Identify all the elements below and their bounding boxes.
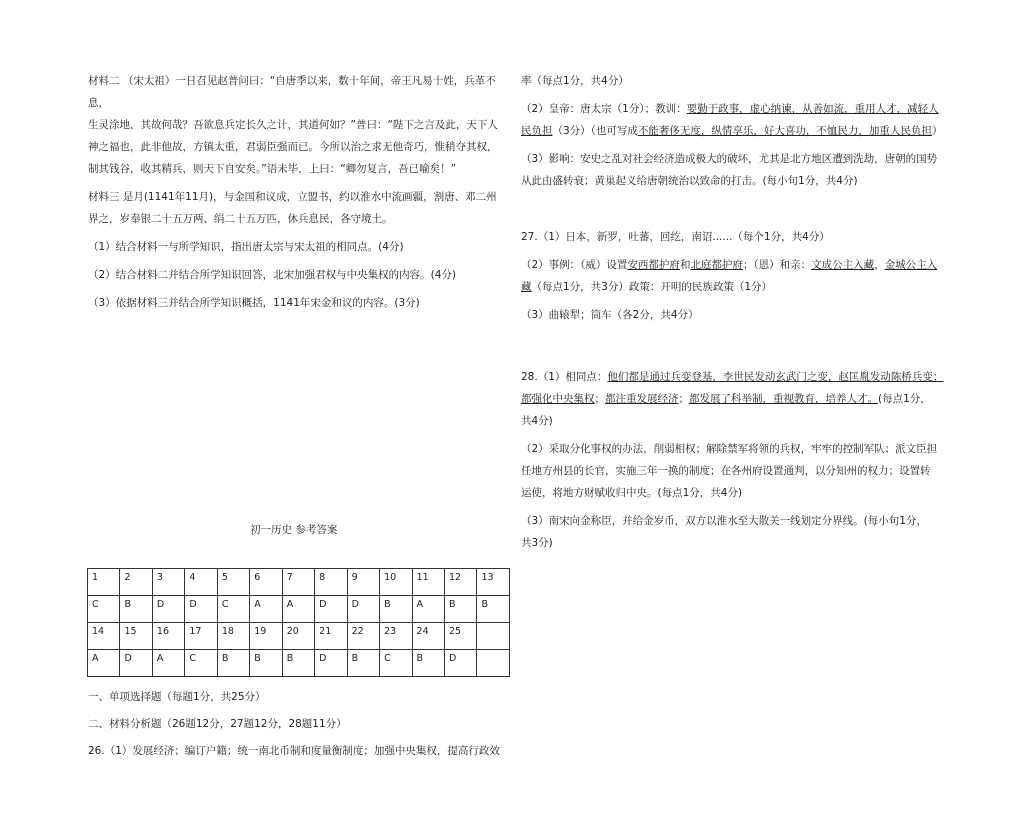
table-cell: D — [347, 596, 379, 623]
text-segment: ， — [874, 259, 885, 271]
table-cell: D — [152, 596, 184, 623]
table-cell: 10 — [380, 569, 412, 596]
answer-27-3: （3）曲辕犁；筒车（各2分，共4分） — [521, 309, 699, 321]
underlined-text: 安西都护府 — [627, 259, 680, 271]
table-cell: 3 — [152, 569, 184, 596]
question-1: （1）结合材料一与所学知识，指出唐太宗与宋太祖的相同点。(4分) — [88, 241, 404, 253]
text-segment: 28.（1）相同点： — [521, 371, 608, 383]
bottom-section — [88, 684, 508, 765]
text-segment: ；（恩）和亲： — [742, 259, 812, 271]
answer-26-3: （3）影响：安史之乱对社会经济造成极大的破坏，尤其是北方地区遭到洗劫，唐朝的国势 — [521, 153, 938, 165]
material-3-line: 材料三 是月(1141年11月)，与金国和议成，立盟书，约以淮水中流画疆，割唐、邓二州 — [88, 191, 497, 203]
text-segment: 和 — [679, 259, 691, 271]
text-segment: （2）事例：（威）设置 — [521, 259, 628, 271]
text-segment: 共4分) — [521, 415, 553, 427]
table-cell: 7 — [282, 569, 314, 596]
answer-28-2-cont: 任地方州县的长官，实施三年一换的制度；在各州府设置通判，以分知州的权力；设置转 — [521, 465, 931, 477]
table-cell: D — [120, 650, 152, 677]
underlined-text: 金城公主入 — [884, 259, 938, 271]
table-row — [88, 569, 510, 596]
table-cell: 19 — [250, 623, 282, 650]
table-cell: B — [477, 596, 510, 623]
table-cell: 2 — [120, 569, 152, 596]
underlined-text: 要勤于政事，虚心纳谏，从善如流，重用人才，减轻人 — [686, 103, 939, 115]
table-cell: C — [88, 596, 120, 623]
text-segment: (每点1分， — [878, 393, 931, 405]
underlined-text: 他们都是通过兵变登基，李世民发动玄武门之变，赵匡胤发动陈桥兵变； — [607, 371, 944, 383]
table-cell: 12 — [444, 569, 476, 596]
table-cell: D — [185, 596, 217, 623]
answer-28-3-cont: 共3分) — [521, 537, 553, 549]
table-cell: A — [250, 596, 282, 623]
table-cell: C — [380, 650, 412, 677]
table-cell: 15 — [120, 623, 152, 650]
table-cell: 4 — [185, 569, 217, 596]
underlined-text: 都强化中央集权 — [521, 393, 595, 405]
table-cell: 18 — [217, 623, 249, 650]
material-2-line: 神之福也，此非他故，方镇太重，君弱臣强而已。今所以治之求无他奇巧，惟稍夺其权， — [88, 141, 498, 153]
table-cell: B — [347, 650, 379, 677]
table-cell: B — [217, 650, 249, 677]
table-cell: B — [250, 650, 282, 677]
answer-table — [87, 568, 510, 677]
table-cell: 8 — [315, 569, 347, 596]
answer-26-1-cont: 率（每点1分，共4分） — [521, 75, 629, 87]
text-segment: ； — [594, 393, 605, 405]
material-2-line: 生灵涂地，其故何哉？吾欲息兵定长久之计，其道何如？”普曰：“陛下之言及此，天下人 — [88, 119, 498, 131]
material-2-line: 制其钱谷，收其精兵，则天下自安矣。”语未毕，上曰：“卿勿复言，吾已喻矣！” — [88, 163, 457, 175]
table-cell: B — [120, 596, 152, 623]
material-3-line: 界之，岁奉银二十五万两、绢二十五万匹，休兵息民，各守境土。 — [88, 213, 393, 225]
section-2-heading: 二、材料分析题（26题12分，27题12分，28题11分） — [88, 718, 347, 730]
answer-26-3-cont: 从此由盛转衰；黄巢起义给唐朝统治以致命的打击。(每小句1分，共4分) — [521, 175, 858, 187]
table-cell: D — [315, 596, 347, 623]
underlined-text: 北庭都护府 — [690, 259, 743, 271]
table-cell: B — [380, 596, 412, 623]
answer-26-2 — [521, 98, 945, 142]
table-cell: 14 — [88, 623, 120, 650]
underlined-text: 都发展了科举制，重视教育，培养人才。 — [689, 393, 878, 405]
answer-27-2 — [521, 254, 945, 298]
answer-27-1: 27.（1）日本，新罗，吐蕃，回纥，南诏......（每个1分，共4分） — [521, 231, 830, 243]
underlined-text: 不能奢侈无度，纵情享乐，好大喜功，不恤民力，加重人民负担 — [637, 125, 932, 137]
table-cell: 21 — [315, 623, 347, 650]
answer-28-1 — [521, 366, 945, 432]
underlined-text: 都注重发展经济 — [605, 393, 679, 405]
table-cell: 6 — [250, 569, 282, 596]
underlined-text: 民负担 — [521, 125, 553, 137]
text-segment: （3分）（也可写成 — [552, 125, 638, 137]
answer-26-1: 26.（1）发展经济；编订户籍；统一南北币制和度量衡制度；加强中央集权，提高行政效 — [88, 745, 500, 757]
underlined-text: 文成公主入藏 — [811, 259, 875, 271]
table-cell: 17 — [185, 623, 217, 650]
table-cell: A — [88, 650, 120, 677]
answer-28-3: （3）南宋向金称臣，并给金岁币，双方以淮水至大散关一线划定分界线。(每小句1分， — [521, 515, 927, 527]
answer-title: 初一历史 参考答案 — [250, 524, 338, 536]
table-cell: 25 — [444, 623, 476, 650]
question-3: （3）依据材料三并结合所学知识概括，1141年宋金和议的内容。(3分) — [88, 297, 420, 309]
answer-28-2: （2）采取分化事权的办法，削弱相权；解除禁军将领的兵权，牢牢的控制军队；派文臣担 — [521, 443, 938, 455]
table-cell: D — [315, 650, 347, 677]
table-cell: A — [412, 596, 444, 623]
table-cell: 1 — [88, 569, 120, 596]
table-cell: B — [412, 650, 444, 677]
table-cell: 23 — [380, 623, 412, 650]
text-segment: ） — [931, 125, 943, 137]
table-cell: 22 — [347, 623, 379, 650]
table-cell: 11 — [412, 569, 444, 596]
text-segment: （2）皇帝：唐太宗（1分）；教训： — [521, 103, 687, 115]
table-cell: 16 — [152, 623, 184, 650]
text-segment: （每点1分，共3分）政策：开明的民族政策（1分） — [531, 281, 773, 293]
table-row — [88, 623, 510, 650]
answer-28-2-cont: 运使，将地方财赋收归中央。(每点1分，共4分) — [521, 487, 743, 499]
question-2: （2）结合材料二并结合所学知识回答，北宋加强君权与中央集权的内容。(4分) — [88, 269, 457, 281]
table-cell: 9 — [347, 569, 379, 596]
table-row — [88, 650, 510, 677]
table-cell — [477, 650, 510, 677]
text-segment: ； — [678, 393, 689, 405]
right-column — [521, 70, 945, 554]
table-cell: B — [282, 650, 314, 677]
table-cell: C — [217, 596, 249, 623]
left-column — [88, 70, 508, 314]
section-1-heading: 一、单项选择题（每题1分，共25分） — [88, 691, 266, 703]
table-cell: 5 — [217, 569, 249, 596]
table-cell: 24 — [412, 623, 444, 650]
table-cell: A — [152, 650, 184, 677]
table-cell — [477, 623, 510, 650]
table-cell: 20 — [282, 623, 314, 650]
table-cell: 13 — [477, 569, 510, 596]
table-row — [88, 596, 510, 623]
table-cell: C — [185, 650, 217, 677]
table-cell: D — [444, 650, 476, 677]
underlined-text: 藏 — [521, 281, 532, 293]
table-cell: A — [282, 596, 314, 623]
table-cell: B — [444, 596, 476, 623]
material-2-line: 材料二 （宋太祖）一日召见赵普问曰：“自唐季以来，数十年间，帝王凡易十姓，兵革不息， — [88, 75, 496, 109]
